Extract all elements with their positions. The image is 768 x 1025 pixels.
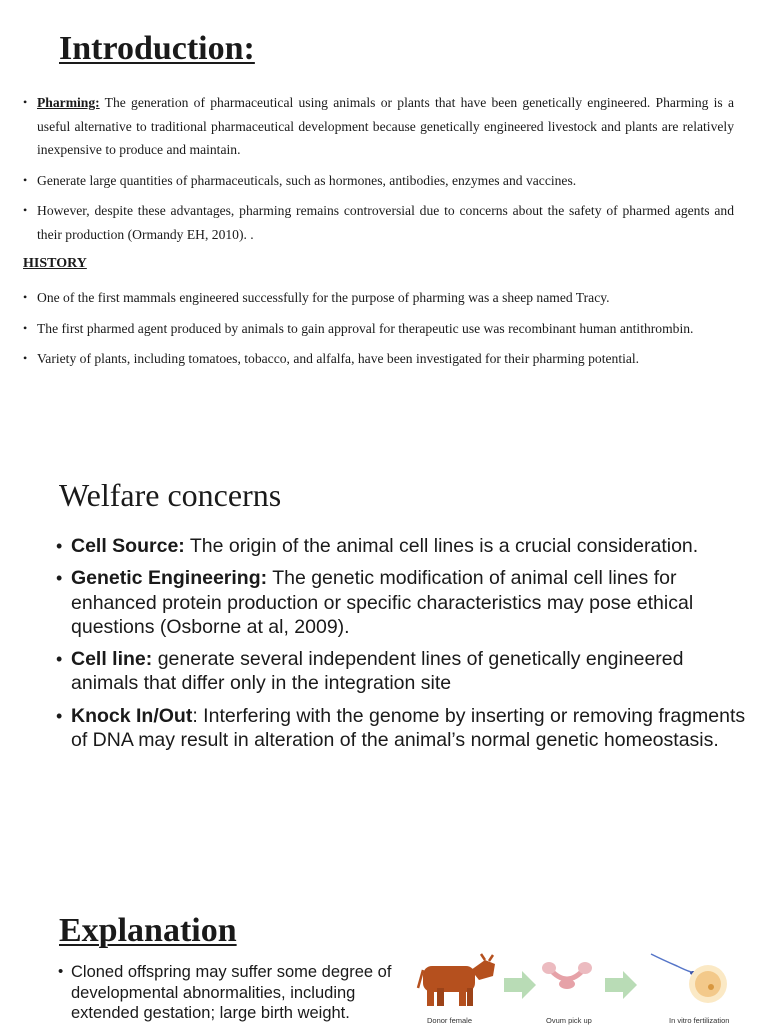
cloning-process-diagram: [415, 950, 768, 1024]
list-item: [56, 647, 746, 696]
list-item-text: However, despite these advantages, pharming remains controversial due to concerns about the safety of pharmed agents and their production (Ormandy EH, 2010). .: [37, 203, 734, 242]
welfare-heading: Welfare concerns: [59, 477, 282, 513]
diagram-graphic: [415, 950, 768, 1024]
list-item: [24, 91, 734, 162]
list-item: • Variety of plants, including tomatoes, tobacco, and alfalfa, have been investigated for their pharming potential.: [24, 347, 734, 371]
diagram-caption: Donor female: [427, 1016, 473, 1025]
list-item-text: generate several independent lines of genetically engineered animals that differ only in the integration site: [71, 648, 684, 695]
explanation-heading: Explanation: [59, 912, 237, 949]
cow-icon: [418, 954, 495, 1006]
list-item: • The first pharmed agent produced by animals to gain approval for therapeutic use was recombinant human antithrombin.: [24, 317, 734, 341]
introduction-list: [24, 91, 734, 253]
list-item: [24, 199, 734, 246]
ovary-icon: [542, 962, 592, 989]
fertilization-icon: [651, 954, 727, 1003]
introduction-slide: [0, 0, 768, 440]
explanation-list: [58, 962, 408, 1024]
arrow-icon: [605, 971, 637, 999]
genetic-engineering-term: Genetic Engineering:: [71, 567, 268, 590]
history-heading: HISTORY: [23, 256, 87, 271]
cell-source-term: Cell Source:: [71, 535, 185, 557]
diagram-caption: Ovum pick up: [546, 1016, 592, 1025]
welfare-slide: [0, 460, 768, 840]
cell-line-term: Cell line:: [71, 648, 153, 671]
list-item-text: The generation of pharmaceutical using animals or plants that have been genetically engineered. Pharming is a useful alternative to traditional pharmaceutical development because genetically engineered livestock and plants are relatively inexpensive to produce and maintain.: [37, 95, 734, 157]
list-item: • One of the first mammals engineered successfully for the purpose of pharming was a sheep named Tracy.: [24, 286, 734, 310]
list-item: [24, 169, 734, 193]
list-item-text: The genetic modification of animal cell lines for enhanced protein production or specific characteristics may pose ethical questions (Osborne at al, 2009).: [71, 567, 694, 638]
list-item: [56, 566, 746, 639]
list-item-text: : Interfering with the genome by inserting or removing fragments of DNA may result in alteration of the animal’s normal genetic homeostasis.: [71, 704, 746, 752]
history-list: [24, 286, 734, 378]
pharming-term: Pharming:: [37, 95, 100, 110]
list-item-text: Generate large quantities of pharmaceuticals, such as hormones, antibodies, enzymes and vaccines.: [37, 172, 577, 188]
arrow-icon: [504, 971, 536, 999]
knock-in-out-term: Knock In/Out: [71, 704, 193, 727]
introduction-heading: Introduction:: [59, 30, 255, 67]
list-item: [56, 534, 746, 558]
welfare-list: [56, 534, 746, 760]
list-item: [56, 704, 746, 753]
list-item-text: The origin of the animal cell lines is a crucial consideration.: [184, 535, 699, 557]
list-item: • Cloned offspring may suffer some degree of developmental abnormalities, including extended gestation; large birth weight.: [58, 962, 408, 1024]
explanation-slide: [0, 890, 768, 1024]
diagram-caption: In vitro fertilization: [669, 1016, 730, 1025]
